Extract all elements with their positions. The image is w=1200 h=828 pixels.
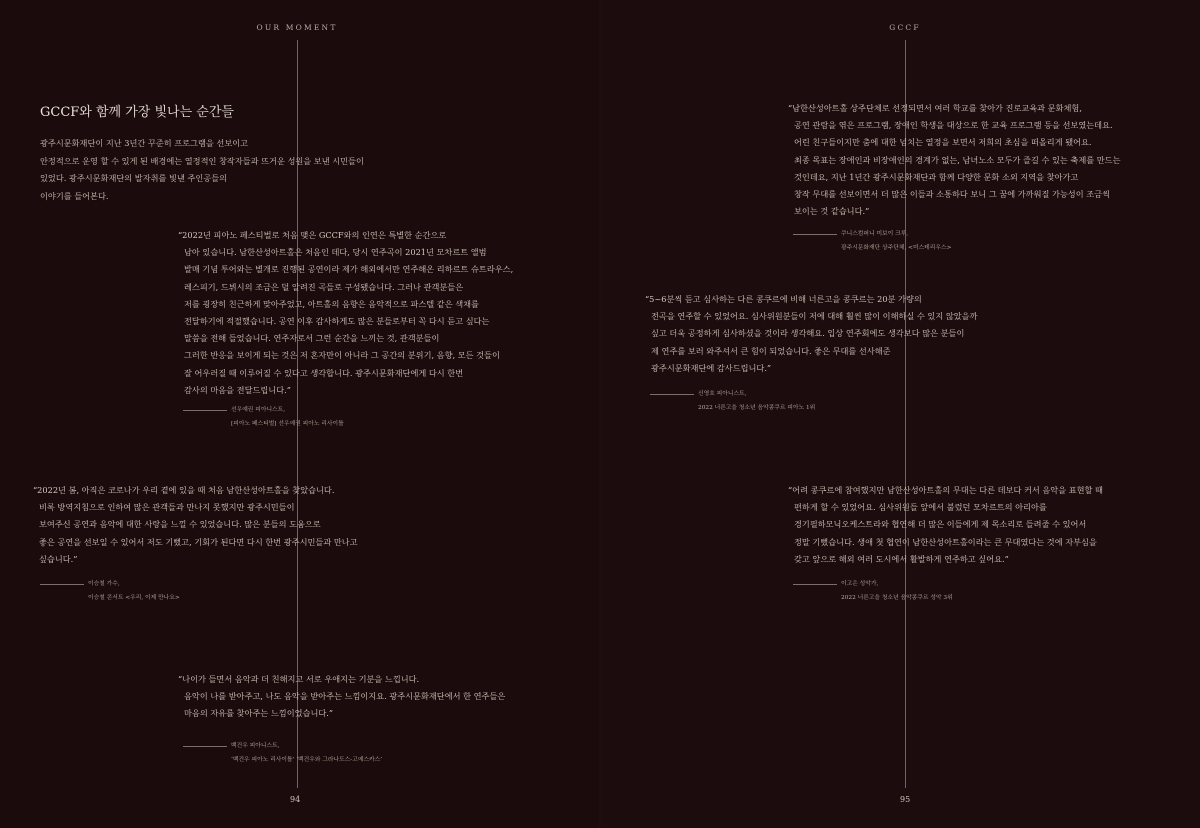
quote-line: 전달하기에 적절했습니다. 공연 이후 감사하게도 많은 분들로부터 꼭 다시 듣고 싶다는 (184, 316, 490, 327)
quote-line: 최종 목표는 장애인과 비장애인의 경계가 없는, 남녀노소 모두가 즐길 수 있는 축제를 만드는 (794, 154, 1121, 165)
quote-line: 말씀을 전해 들었습니다. 연주자로서 그런 순간을 느끼는 것, 관객분들이 (184, 333, 440, 344)
quote-line: 보이는 것 같습니다.” (794, 206, 870, 217)
left-running-head: OUR MOMENT (256, 23, 338, 32)
credit-name: 선우예권 피아니스트, (231, 407, 286, 413)
credit-rule (183, 746, 227, 747)
page-number-left: 94 (290, 795, 301, 804)
quote-line: 싶습니다.” (39, 553, 78, 564)
quote-line: 발매 기념 투어와는 별개로 진행된 공연이라 제가 해외에서만 연주해온 리하르트 슈트라우스, (184, 264, 514, 275)
intro-paragraph (40, 135, 364, 205)
credit-rule (40, 584, 84, 585)
quote-line: 좋은 공연을 선보일 수 있어서 저도 기뻤고, 기회가 된다면 다시 한번 광주시민들과 만나고 (39, 536, 358, 547)
quote-line: 남아 있습니다. 남한산성아트홀은 처음인 데다, 당시 연주곡이 2021년 모차르트 앨범 (184, 247, 487, 258)
quote-line: 편하게 할 수 있었어요. 심사위원들 앞에서 불렀던 모차르트의 아리아를 (794, 502, 1047, 513)
credit-rule (793, 584, 837, 585)
page-number-right: 95 (900, 795, 911, 804)
quote-line: 음악이 나를 받아주고, 나도 음악을 받아주는 느낌이지요. 광주시문화재단에서 한 연주들은 (184, 691, 506, 702)
quote-line: 어린 친구들이지만 춤에 대한 넘치는 열정을 보면서 저희의 초심을 떠올리게 됐어요. (794, 137, 1092, 148)
quote-line: 공연 관람을 엮은 프로그램, 장애인 학생을 대상으로 한 교육 프로그램 등을 선보였는데요. (794, 120, 1113, 131)
credit-event: [피아노 페스티벌] 선우예권 피아노 리사이틀 (231, 421, 344, 427)
quote-line: “나이가 들면서 음악과 더 친해지고 서로 우애지는 기분을 느낍니다. (178, 674, 420, 684)
quote-line: 경기필하모닉오케스트라와 협연해 더 많은 이들에게 제 목소리로 들려줄 수 있어서 (794, 519, 1087, 530)
credit-event: ‘백건우 피아노 리사이틀’ ‘백건우와 그라나도스-고예스카스’ (231, 757, 383, 763)
intro-line: 안정적으로 운영 할 수 있게 된 배경에는 열정적인 창작자들과 뜨거운 성원을 보낸 시민들이 (40, 155, 364, 166)
right-running-head: GCCF (889, 23, 921, 32)
credit-leegoeun (793, 577, 1053, 607)
book-spine (599, 0, 601, 828)
page-title: GCCF와 함께 가장 빛나는 순간들 (40, 105, 234, 120)
quote-line: 제 연주를 보러 와주셔서 큰 힘이 되었습니다. 좋은 무대를 선사해준 (651, 345, 891, 356)
quote-line: 광주시문화재단에 감사드립니다.” (651, 362, 772, 373)
intro-line: 이야기를 들어본다. (40, 190, 109, 201)
quote-line: 싶고 더욱 공정하게 심사하셨을 것이라 생각해요. 입상 연주회에도 생각보다 많은 분들이 (651, 328, 965, 339)
quote-line: 잘 어우러질 때 이루어질 수 있다고 생각합니다. 광주시문화재단에게 다시 한번 (184, 367, 464, 378)
quote-line: “2022년 봄, 아직은 코로나가 우리 곁에 있을 때 처음 남한산성아트홀을 찾았습니다. (33, 485, 335, 495)
credit-name: 이승철 가수, (88, 581, 120, 587)
credit-shinyoungho (650, 387, 910, 417)
quote-line: “5~6분씩 듣고 심사하는 다른 콩쿠르에 비해 너른고을 콩쿠르는 20분 가량의 (645, 294, 922, 304)
intro-line: 광주시문화재단이 지난 3년간 꾸준히 프로그램을 선보이고 (40, 138, 249, 148)
credit-rule (793, 234, 837, 235)
quote-leeseungchul (33, 482, 358, 568)
credit-event: 광주시문화재단 상주단체, <미스테리우스> (841, 245, 952, 251)
credit-name: 이고은 성악가, (841, 581, 879, 587)
quote-line: 것인데요, 지난 1년간 광주시문화재단과 함께 다양한 문화 소외 지역을 찾아가고 (794, 171, 1079, 182)
credit-rule (650, 394, 694, 395)
credit-baekgunwoo (183, 739, 483, 769)
credit-leeseungchul (40, 577, 300, 607)
quote-line: “남한산성아트홀 상주단체로 선정되면서 여러 학교를 찾아가 진로교육과 문화체험, (788, 103, 1082, 113)
credit-event: 2022 너른고을 청소년 음악콩쿠르 성악 3위 (841, 595, 953, 601)
credit-rule (183, 410, 227, 411)
credit-event: 이승철 콘서트 <우리, 이제 만나요> (88, 595, 180, 601)
credit-name: 백건우 피아니스트, (231, 743, 280, 749)
quote-kunis (788, 100, 1120, 220)
quote-line: “2022년 피아노 페스티벌로 처음 맺은 GCCF와의 인연은 특별한 순간으로 (178, 230, 447, 240)
quote-line: 레스피기, 드뷔시의 조금은 덜 알려진 곡들로 구성됐습니다. 그러나 관객분들은 (184, 281, 464, 292)
quote-line: 보여주신 공연과 음악에 대한 사랑을 느낄 수 있었습니다. 많은 분들의 도움으로 (39, 519, 321, 530)
quote-line: 갖고 앞으로 해외 여러 도시에서 활발하게 연주하고 싶어요.” (794, 553, 1009, 564)
quote-line: 정말 기뻤습니다. 생애 첫 협연이 남한산성아트홀이라는 큰 무대였다는 것에 자부심을 (794, 536, 1097, 547)
credit-kunis (793, 227, 1053, 257)
quote-shinyoungho (645, 291, 977, 377)
quote-seonwoo (178, 227, 513, 399)
quote-line: 그러한 반응을 보이게 되는 것은 저 혼자만이 아니라 그 공간의 분위기, 음향, 모든 것들이 (184, 350, 500, 361)
quote-line: 비록 방역지침으로 인하여 많은 관객들과 만나지 못했지만 광주시민들이 (39, 502, 295, 513)
quote-line: 마음의 자유를 찾아주는 느낌이었습니다.” (184, 708, 334, 719)
credit-event: 2022 너른고을 청소년 음악콩쿠르 피아노 1위 (698, 405, 816, 411)
credit-name: 신영호 피아니스트, (698, 391, 747, 397)
quote-baekgunwoo (178, 671, 505, 723)
quote-leegoeun (788, 482, 1103, 568)
credit-name: 쿠니스컴퍼니 미보이 크루, (841, 231, 909, 237)
intro-line: 있었다. 광주시문화재단의 발자취를 빛낸 주인공들의 (40, 173, 228, 183)
credit-seonwoo (183, 403, 483, 433)
quote-line: 저를 굉장히 친근하게 맞아주었고, 아트홀의 음향은 음악적으로 파스텔 같은 색채를 (184, 298, 479, 309)
quote-line: “어려 콩쿠르에 참여했지만 남한산성아트홀의 무대는 다른 데보다 커서 음악을 표현할 때 (788, 485, 1103, 495)
quote-line: 전곡을 연주할 수 있었어요. 심사위원분들이 저에 대해 훨씬 많이 이해하실 수 있지 않았을까 (651, 311, 978, 322)
quote-line: 창작 무대를 선보이면서 더 많은 이들과 소통하다 보니 그 꿈에 가까워질 가능성이 조금씩 (794, 189, 1110, 200)
quote-line: 감사의 마음을 전달드립니다.” (184, 384, 291, 395)
